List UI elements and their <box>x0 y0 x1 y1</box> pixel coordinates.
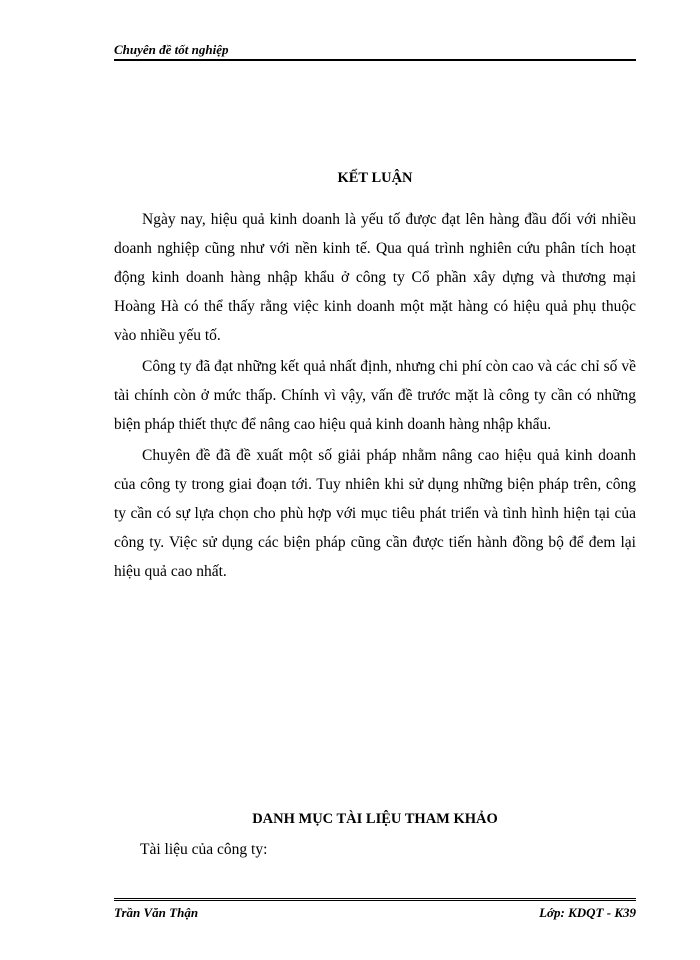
references-title: DANH MỤC TÀI LIỆU THAM KHẢO <box>252 811 498 827</box>
footer-author: Trần Văn Thận <box>114 905 199 920</box>
footer-class: Lớp: KDQT - K39 <box>539 905 636 920</box>
conclusion-paragraph-2: Công ty đã đạt những kết quả nhất định, nhưng chi phí còn cao và các chỉ số về tài chính còn ở mức thấp. Chính vì vậy, vấn đề trước mặt là công ty cần có những biện pháp thiết thực để nâng cao hiệu quả kinh doanh hàng nhập khẩu. <box>114 358 636 433</box>
page-header <box>114 40 636 62</box>
footer-rule <box>114 898 636 901</box>
references-subheading: Tài liệu của công ty: <box>140 841 268 858</box>
conclusion-paragraph-3: Chuyên đề đã đề xuất một số giải pháp nhằm nâng cao hiệu quả kinh doanh của công ty trong giai đoạn tới. Tuy nhiên khi sử dụng những biện pháp trên, công ty cần có sự lựa chọn cho phù hợp với mục tiêu phát triển và tình hình hiện tại của công ty. Việc sử dụng các biện pháp cũng cần được tiến hành đồng bộ để đem lại hiệu quả cao nhất. <box>114 447 636 580</box>
header-rule <box>114 59 636 61</box>
conclusion-paragraph-1: Ngày nay, hiệu quả kinh doanh là yếu tố được đạt lên hàng đầu đối với nhiều doanh nghiệp cũng như với nền kinh tế. Qua quá trình nghiên cứu phân tích hoạt động kinh doanh hàng nhập khẩu ở công ty Cổ phần xây dựng và thương mại Hoàng Hà có thể thấy rằng việc kinh doanh một mặt hàng có hiệu quả phụ thuộc vào nhiều yếu tố. <box>114 211 636 344</box>
conclusion-body <box>114 205 636 588</box>
conclusion-title: KẾT LUẬN <box>337 170 413 186</box>
header-title: Chuyên đề tốt nghiệp <box>114 42 229 57</box>
